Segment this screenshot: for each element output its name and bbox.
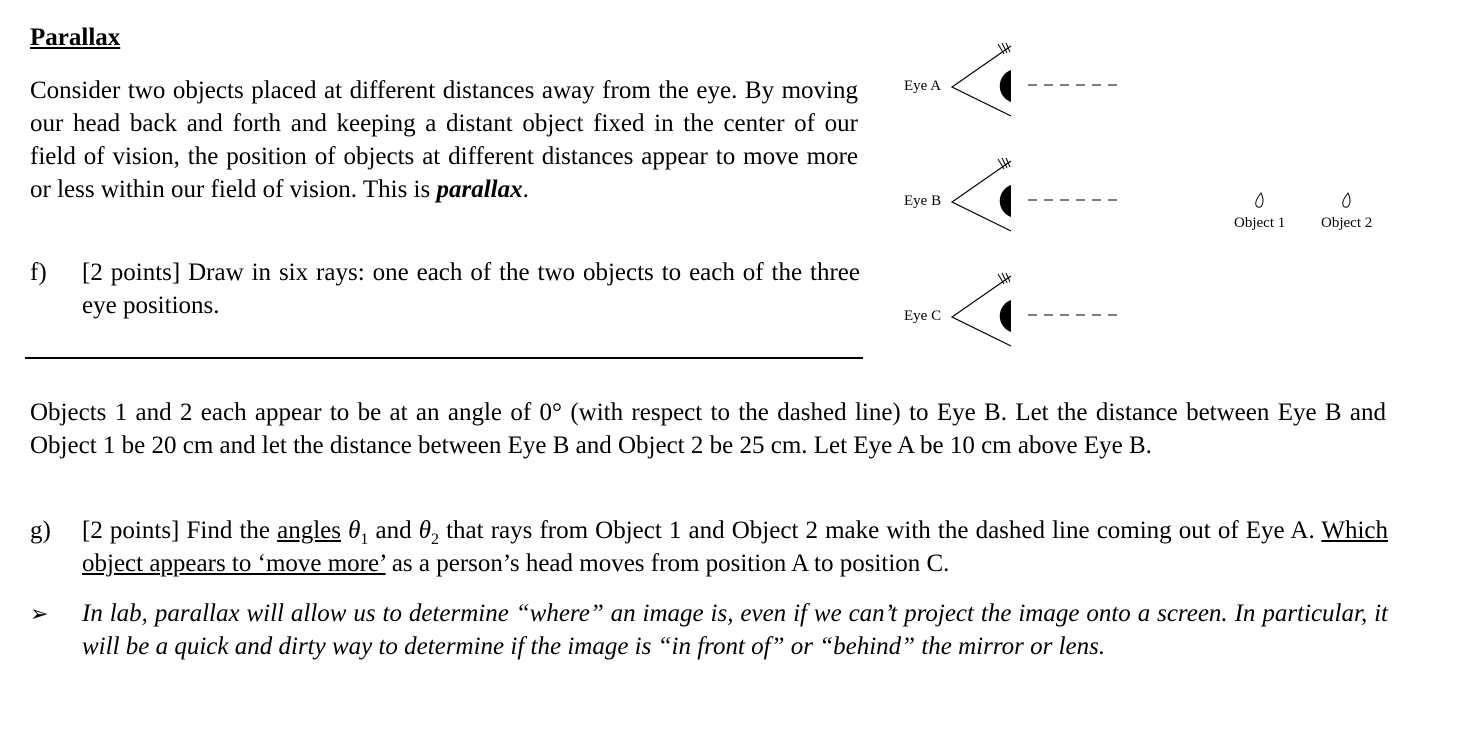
theta-symbol-2: θ bbox=[418, 517, 431, 544]
object-1 bbox=[1234, 193, 1285, 231]
and-text: and bbox=[368, 517, 419, 544]
object-1-icon bbox=[1256, 193, 1263, 207]
question-underlined: Which object appears to ‘move more’ bbox=[82, 517, 1388, 577]
eye-a-pupil bbox=[1000, 70, 1011, 102]
eye-c-label: Eye C bbox=[904, 308, 942, 324]
object-2-label: Object 2 bbox=[1321, 215, 1373, 231]
object-1-label: Object 1 bbox=[1234, 215, 1286, 231]
page-title: Parallax bbox=[30, 24, 121, 51]
object-2-icon bbox=[1343, 193, 1350, 207]
eye-c bbox=[904, 273, 1124, 346]
eye-c-pupil bbox=[1000, 300, 1011, 332]
eye-b-pupil bbox=[1000, 185, 1011, 217]
theta-1 bbox=[348, 517, 360, 544]
eye-a-label: Eye A bbox=[904, 78, 942, 94]
theta-symbol: θ bbox=[348, 517, 361, 544]
arrow-bullet-icon: ➢ bbox=[30, 601, 49, 626]
item-f-marker: f) bbox=[30, 259, 47, 286]
theta-2-subscript: 2 bbox=[431, 531, 439, 548]
item-g-part3: as a person’s head moves from position A to position C. bbox=[385, 550, 950, 577]
eye-a bbox=[904, 43, 1124, 116]
angles-underlined: angles bbox=[277, 517, 341, 544]
item-g-part1: [2 points] Find the bbox=[82, 517, 278, 544]
item-g-text bbox=[82, 514, 1388, 580]
intro-paragraph bbox=[30, 74, 858, 206]
theta-1-subscript: 1 bbox=[360, 531, 369, 548]
lab-note: In lab, parallax will allow us to determine “where” an image is, even if we can’t project the image onto a screen. In particular, it will be a quick and dirty way to determine if the image is “in front of” or “behind” the mirror or lens. bbox=[82, 600, 1388, 660]
intro-end: . bbox=[522, 176, 529, 203]
object-2 bbox=[1321, 193, 1372, 231]
parallax-term: parallax bbox=[436, 176, 523, 203]
eye-b bbox=[904, 158, 1124, 231]
intro-text: Consider two objects placed at different distances away from the eye. By moving our head back and forth and keeping a distant object fixed in the center of our field of vision, the position of objects at different distances appear to move more or less within our field of vision. This is bbox=[30, 77, 858, 203]
item-g-part2: that rays from Object 1 and Object 2 make with the dashed line coming out of Eye A. bbox=[439, 517, 1322, 544]
theta-2 bbox=[419, 517, 431, 544]
item-g-marker: g) bbox=[30, 517, 51, 544]
horizontal-rule bbox=[25, 357, 863, 359]
parallax-diagram bbox=[880, 30, 1400, 360]
item-f-text: [2 points] Draw in six rays: one each of the two objects to each of the three eye positions. bbox=[82, 259, 860, 319]
given-paragraph: Objects 1 and 2 each appear to be at an angle of 0° (with respect to the dashed line) to Eye B. Let the distance between Eye B and Object 1 be 20 cm and let the distance between Eye B and Object 2 be 25 cm. Let Eye A be 10 cm above Eye B. bbox=[30, 399, 1386, 459]
eye-b-label: Eye B bbox=[904, 193, 942, 209]
